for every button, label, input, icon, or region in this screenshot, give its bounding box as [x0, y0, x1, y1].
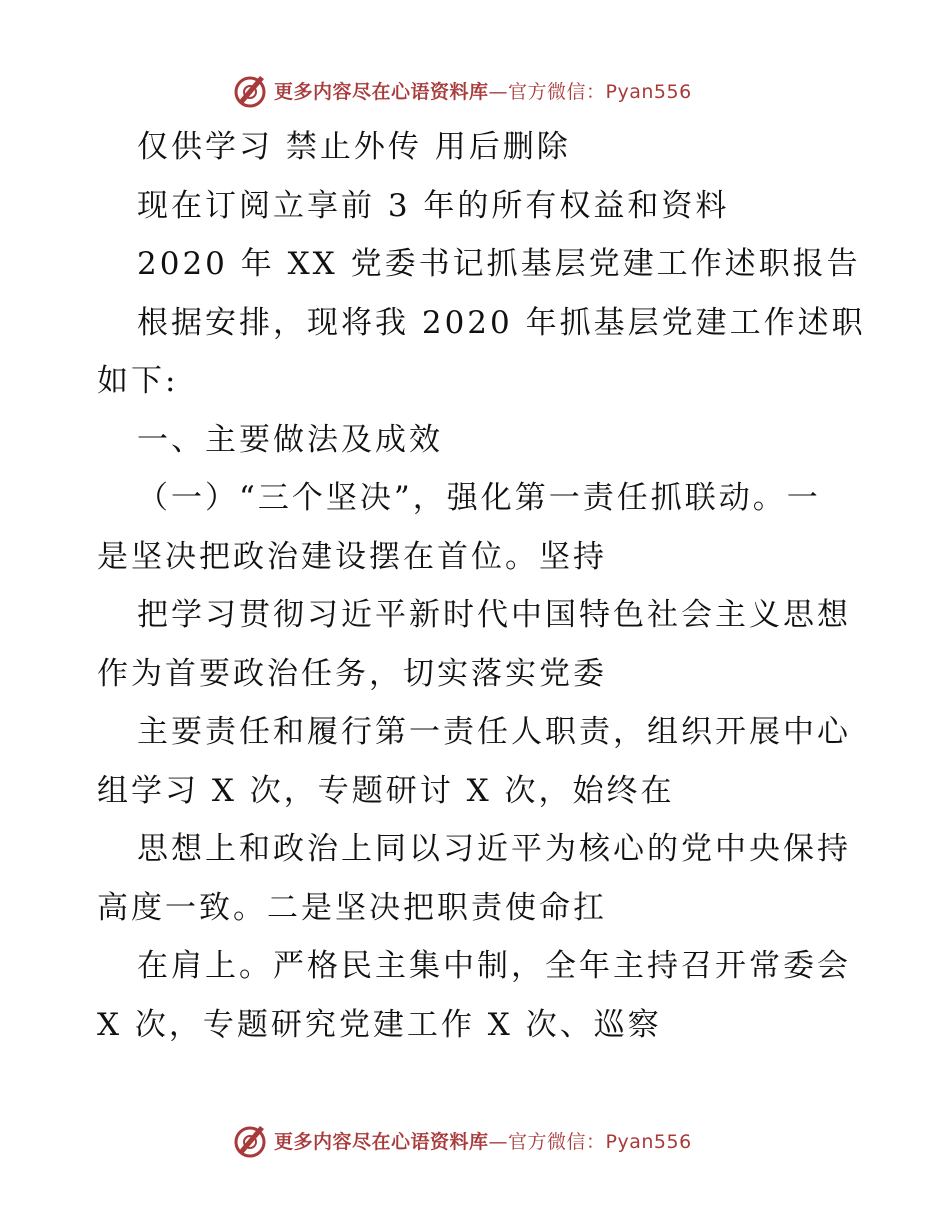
- body-line: 把学习贯彻习近平新时代中国特色社会主义思想: [137, 597, 851, 633]
- body-line: 组学习 X 次，专题研讨 X 次，始终在: [97, 772, 675, 809]
- body-line: 是坚决把政治建设摆在首位。坚持: [97, 538, 607, 575]
- banner-dash: —: [488, 80, 509, 103]
- body-line: X 次，专题研究党建工作 X 次、巡察: [97, 1006, 662, 1043]
- body-line: 仅供学习 禁止外传 用后删除: [137, 129, 571, 165]
- body-line: 作为首要政治任务，切实落实党委: [97, 655, 607, 692]
- banner-main-text: 更多内容尽在心语资料库: [274, 80, 489, 103]
- document-title: 2020 年 XX 党委书记抓基层党建工作述职报告: [137, 246, 861, 282]
- body-line: （一）“三个坚决”，强化第一责任抓联动。一: [137, 480, 821, 516]
- body-line: 现在订阅立享前 3 年的所有权益和资料: [137, 187, 730, 224]
- body-line: 高度一致。二是坚决把职责使命扛: [97, 889, 607, 926]
- header-banner: [230, 70, 692, 110]
- body-line: 在肩上。严格民主集中制，全年主持召开常委会: [137, 948, 851, 984]
- banner-main-text: 更多内容尽在心语资料库: [274, 1130, 489, 1153]
- pen-circle-logo-icon: [230, 70, 270, 110]
- banner-wechat-text: 官方微信：Pyan556: [508, 80, 692, 103]
- banner-text: [274, 77, 692, 104]
- body-line: 如下:: [97, 363, 179, 399]
- body-line: 思想上和政治上同以习近平为核心的党中央保持: [137, 831, 851, 867]
- body-line: 根据安排，现将我 2020 年抓基层党建工作述职: [137, 304, 866, 341]
- footer-banner: [230, 1120, 692, 1160]
- banner-text: [274, 1127, 692, 1154]
- banner-wechat-text: 官方微信：Pyan556: [508, 1130, 692, 1153]
- document-body: [97, 118, 866, 1054]
- section-heading: 一、主要做法及成效: [137, 421, 443, 458]
- banner-dash: —: [488, 1130, 509, 1153]
- body-line: 主要责任和履行第一责任人职责，组织开展中心: [137, 714, 851, 750]
- pen-circle-logo-icon: [230, 1120, 270, 1160]
